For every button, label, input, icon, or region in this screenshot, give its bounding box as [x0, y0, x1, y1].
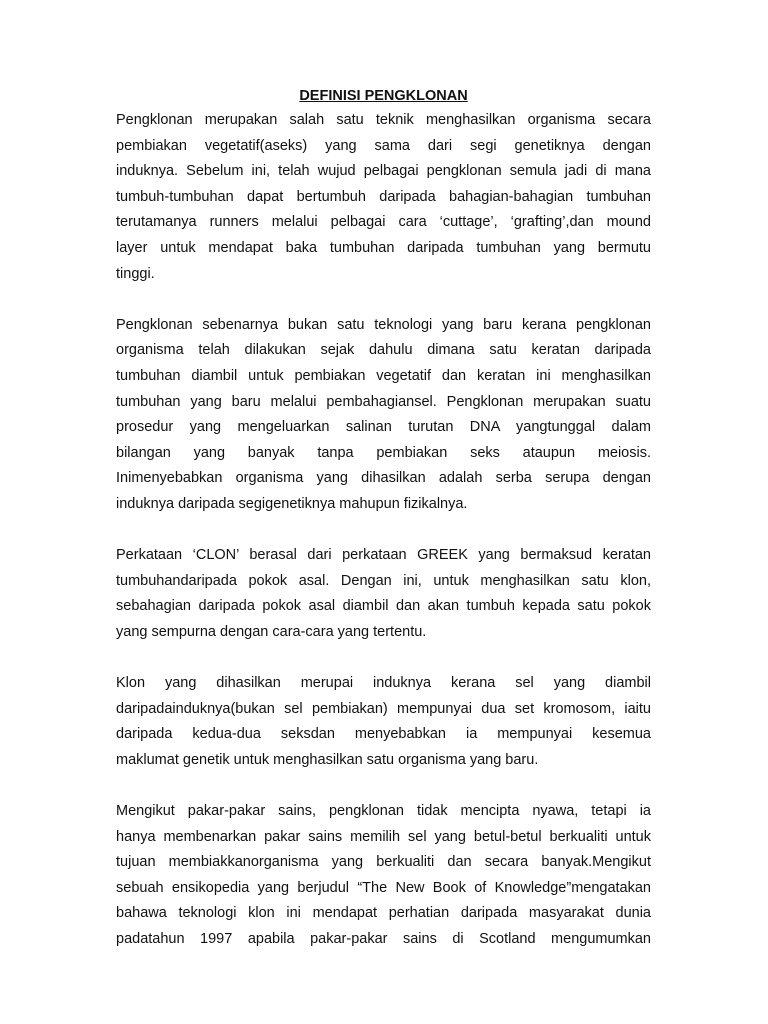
- text-line: induknya. Sebelum ini, telah wujud pelbagai pengklonan semula jadi di mana: [116, 163, 651, 180]
- text-line: induknya daripada segigenetiknya mahupun fizikalnya.: [116, 495, 468, 512]
- paragraph-3: [116, 543, 651, 645]
- document-body: [116, 108, 651, 953]
- text-line: tinggi.: [116, 265, 155, 282]
- text-line: tumbuhan yang baru melalui pembahagiansel. Pengklonan merupakan suatu: [116, 393, 651, 410]
- text-line: terutamanya runners melalui pelbagai cara ‘cuttage’, ‘grafting’,dan mound: [116, 214, 651, 231]
- text-line: tumbuhan diambil untuk pembiakan vegetatif dan keratan ini menghasilkan: [116, 367, 651, 384]
- text-line: Klon yang dihasilkan merupai induknya kerana sel yang diambil: [116, 675, 651, 692]
- text-line: bilangan yang banyak tanpa pembiakan seks ataupun meiosis.: [116, 444, 651, 461]
- paragraph-5: [116, 799, 651, 953]
- text-line: prosedur yang mengeluarkan salinan turutan DNA yangtunggal dalam: [116, 419, 651, 436]
- text-line: daripadainduknya(bukan sel pembiakan) mempunyai dua set kromosom, iaitu: [116, 700, 651, 717]
- text-line: layer untuk mendapat baka tumbuhan daripada tumbuhan yang bermutu: [116, 239, 651, 256]
- text-line: padatahun 1997 apabila pakar-pakar sains di Scotland mengumumkan: [116, 931, 651, 947]
- text-line: tujuan membiakkanorganisma yang berkualiti dan secara banyak.Mengikut: [116, 854, 651, 871]
- paragraph-4: [116, 671, 651, 773]
- text-line: Inimenyebabkan organisma yang dihasilkan adalah serba serupa dengan: [116, 470, 651, 487]
- text-line: daripada kedua-dua seksdan menyebabkan ia mempunyai kesemua: [116, 726, 651, 743]
- text-line: tumbuhandaripada pokok asal. Dengan ini, untuk menghasilkan satu klon,: [116, 572, 651, 589]
- text-line: pembiakan vegetatif(aseks) yang sama dari segi genetiknya dengan: [116, 137, 651, 154]
- document-page: [116, 84, 651, 953]
- text-line: yang sempurna dengan cara-cara yang tertentu.: [116, 623, 427, 640]
- text-line: Pengklonan merupakan salah satu teknik menghasilkan organisma secara: [116, 112, 651, 128]
- text-line: sebahagian daripada pokok asal diambil dan akan tumbuh kepada satu pokok: [116, 598, 651, 615]
- text-line: tumbuh-tumbuhan dapat bertumbuh daripada bahagian-bahagian tumbuhan: [116, 188, 651, 205]
- document-title: DEFINISI PENGKLONAN: [299, 88, 468, 104]
- text-line: bahawa teknologi klon ini mendapat perhatian daripada masyarakat dunia: [116, 905, 651, 922]
- text-line: Mengikut pakar-pakar sains, pengklonan tidak mencipta nyawa, tetapi ia: [116, 803, 651, 820]
- text-line: Pengklonan sebenarnya bukan satu teknologi yang baru kerana pengklonan: [116, 316, 651, 333]
- text-line: maklumat genetik untuk menghasilkan satu organisma yang baru.: [116, 751, 539, 768]
- text-line: Perkataan ‘CLON’ berasal dari perkataan GREEK yang bermaksud keratan: [116, 547, 651, 564]
- paragraph-2: [116, 313, 651, 518]
- text-line: organisma telah dilakukan sejak dahulu dimana satu keratan daripada: [116, 342, 651, 359]
- text-line: hanya membenarkan pakar sains memilih sel yang betul-betul berkualiti untuk: [116, 828, 651, 845]
- paragraph-1: [116, 108, 651, 287]
- text-line: sebuah ensikopedia yang berjudul “The New Book of Knowledge”mengatakan: [116, 879, 651, 896]
